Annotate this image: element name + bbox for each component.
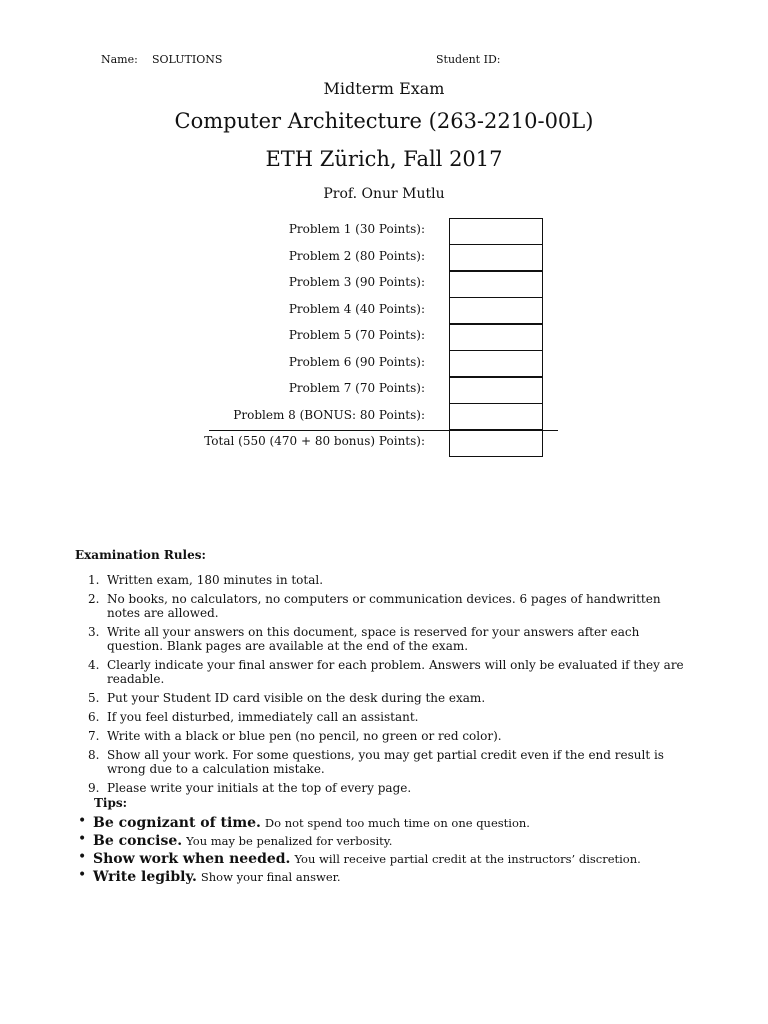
rule-item: 2. No books, no calculators, no computers or communication devices. 6 pages of handwritten notes are allowed. xyxy=(88,592,661,620)
problem-3-score-box[interactable] xyxy=(449,271,543,298)
problem-5-score-box[interactable] xyxy=(449,324,543,351)
problem-6-label: Problem 6 (90 Points): xyxy=(288,355,425,369)
rules-heading: Examination Rules: xyxy=(75,548,206,562)
bullet-icon: • xyxy=(78,867,87,883)
bullet-icon: • xyxy=(78,813,87,829)
problem-7-score-box[interactable] xyxy=(449,377,543,404)
problem-3-label: Problem 3 (90 Points): xyxy=(288,275,425,289)
tip-bold: Be cognizant of time. xyxy=(93,815,261,831)
total-score-box[interactable] xyxy=(449,430,543,457)
tip-item xyxy=(78,848,678,866)
tip-bold: Show work when needed. xyxy=(93,851,291,867)
problem-8-score-box[interactable] xyxy=(449,403,543,430)
problem-2-label: Problem 2 (80 Points): xyxy=(288,249,425,263)
rule-item: 4. Clearly indicate your final answer for each problem. Answers will only be evaluated if they are readable. xyxy=(88,658,684,686)
tip-bold: Be concise. xyxy=(93,833,183,849)
tips-list xyxy=(78,812,678,884)
course-title: Computer Architecture (263-2210-00L) xyxy=(174,109,594,133)
problem-4-label: Problem 4 (40 Points): xyxy=(288,302,425,316)
rule-item: 3. Write all your answers on this document, space is reserved for your answers after each question. Blank pages are available at the end of the exam. xyxy=(88,625,640,653)
name-label: Name: xyxy=(101,53,138,66)
problem-8-label: Problem 8 (BONUS: 80 Points): xyxy=(233,408,425,422)
rule-item: 1. Written exam, 180 minutes in total. xyxy=(88,573,324,587)
tip-item xyxy=(78,866,678,884)
tip-bold: Write legibly. xyxy=(93,869,197,885)
tips-heading: Tips: xyxy=(94,796,128,810)
total-label: Total (550 (470 + 80 bonus) Points): xyxy=(204,434,425,448)
rules-list xyxy=(72,573,697,800)
bullet-icon: • xyxy=(78,831,87,847)
problem-5-label: Problem 5 (70 Points): xyxy=(288,328,425,342)
problem-2-score-box[interactable] xyxy=(449,244,543,271)
tip-text: You may be penalized for verbosity. xyxy=(186,834,393,848)
tip-text: Show your final answer. xyxy=(200,870,341,884)
tip-item xyxy=(78,830,678,848)
student-id-label: Student ID: xyxy=(436,53,501,66)
name-value: SOLUTIONS xyxy=(152,53,223,66)
tip-text: You will receive partial credit at the instructors’ discretion. xyxy=(294,852,641,866)
rule-item: 7. Write with a black or blue pen (no pencil, no green or red color). xyxy=(88,729,502,743)
problem-1-label: Problem 1 (30 Points): xyxy=(288,222,425,236)
professor-name: Prof. Onur Mutlu xyxy=(323,186,445,202)
rule-item: 5. Put your Student ID card visible on the desk during the exam. xyxy=(88,691,486,705)
problem-7-label: Problem 7 (70 Points): xyxy=(288,381,425,395)
rule-item: 6. If you feel disturbed, immediately call an assistant. xyxy=(88,710,419,724)
rule-item: 9. Please write your initials at the top of every page. xyxy=(88,781,412,795)
tip-item xyxy=(78,812,678,830)
institution-title: ETH Zürich, Fall 2017 xyxy=(265,147,503,171)
problem-6-score-box[interactable] xyxy=(449,350,543,377)
bullet-icon: • xyxy=(78,849,87,865)
problem-1-score-box[interactable] xyxy=(449,218,543,245)
exam-title: Midterm Exam xyxy=(323,79,445,98)
rule-item: 8. Show all your work. For some questions, you may get partial credit even if the end result is wrong due to a calculation mistake. xyxy=(88,748,664,776)
tip-text: Do not spend too much time on one question. xyxy=(264,816,530,830)
problem-4-score-box[interactable] xyxy=(449,297,543,324)
